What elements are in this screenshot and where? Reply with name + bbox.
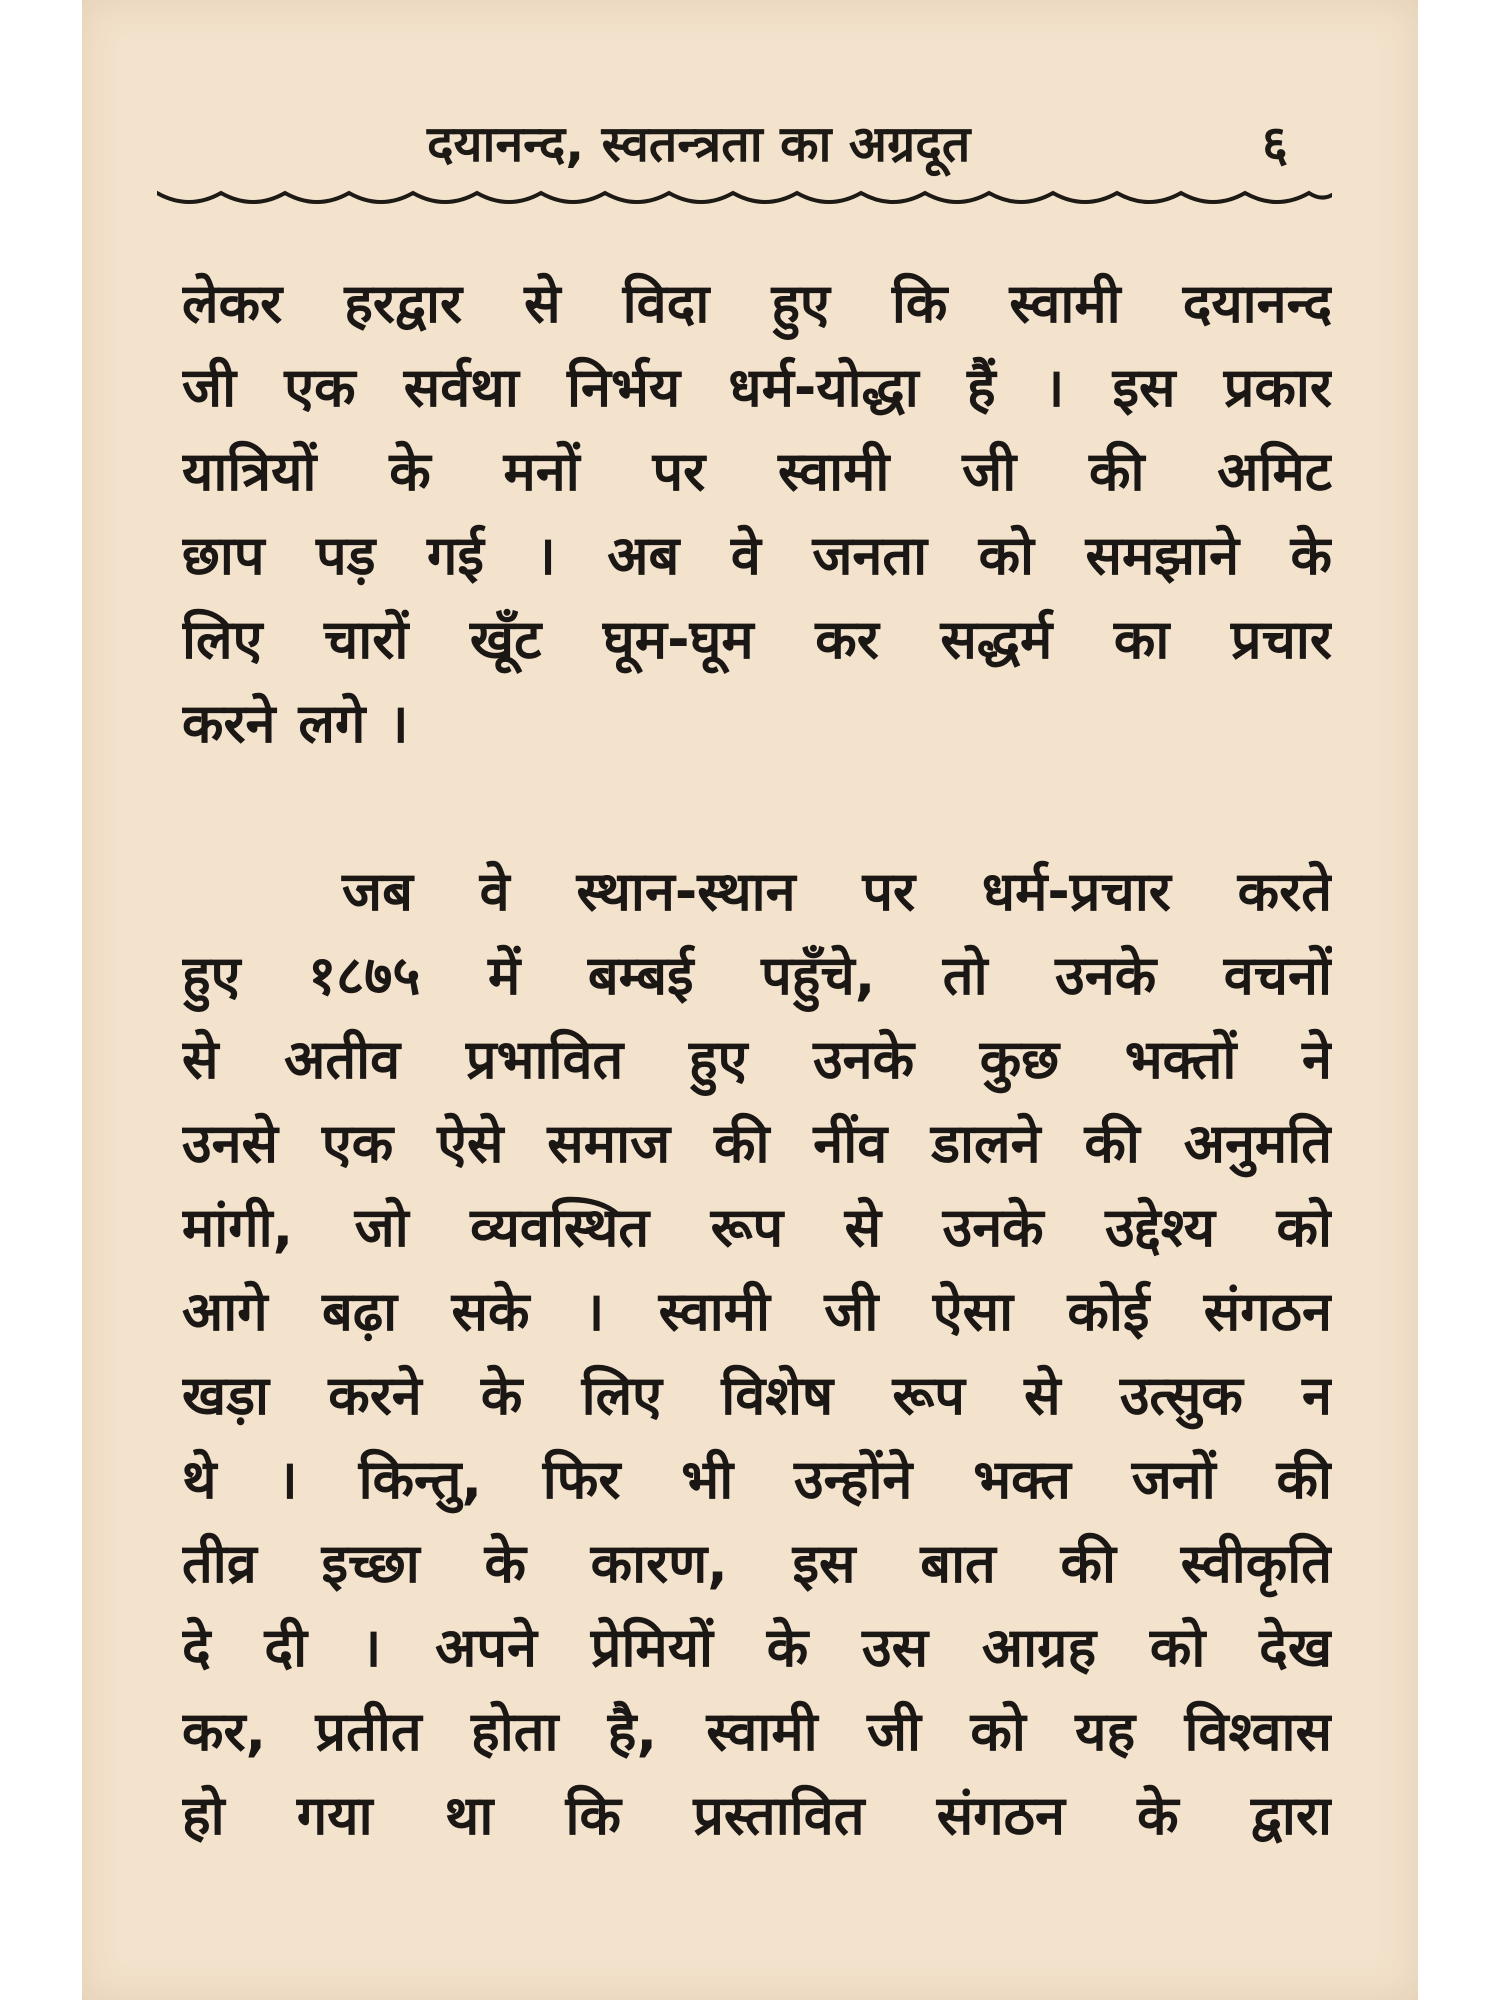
text-line: करने लगे । [182, 692, 409, 755]
page-number: ६ [1262, 115, 1288, 173]
text-line: हो गया था कि प्रस्तावित संगठन के द्वारा [182, 1784, 1332, 1847]
text-line: कर, प्रतीत होता है, स्वामी जी को यह विश्वास [182, 1700, 1332, 1763]
text-line: लेकर हरद्वार से विदा हुए कि स्वामी दयानन्द [182, 272, 1332, 335]
text-line: यात्रियों के मनों पर स्वामी जी की अमिट [182, 440, 1332, 503]
text-line: छाप पड़ गई । अब वे जनता को समझाने के [182, 524, 1332, 587]
text-line: हुए १८७५ में बम्बई पहुँचे, तो उनके वचनों [182, 944, 1332, 1007]
wavy-divider-rule [157, 185, 1332, 215]
text-line: से अतीव प्रभावित हुए उनके कुछ भक्तों ने [182, 1028, 1332, 1091]
text-line: जब वे स्थान-स्थान पर धर्म-प्रचार करते [342, 860, 1332, 923]
paragraph-2 [182, 850, 1332, 1858]
paragraph-gap [182, 766, 1332, 850]
running-title: दयानन्द, स्वतन्त्रता का अग्रदूत [427, 115, 971, 173]
text-line: उनसे एक ऐसे समाज की नींव डालने की अनुमति [182, 1112, 1332, 1175]
text-line: थे । किन्तु, फिर भी उन्होंने भक्त जनों की [182, 1448, 1332, 1511]
text-line: तीव्र इच्छा के कारण, इस बात की स्वीकृति [182, 1532, 1332, 1595]
page-header [82, 100, 1418, 180]
body-text [182, 262, 1332, 1858]
text-line: खड़ा करने के लिए विशेष रूप से उत्सुक न [182, 1364, 1332, 1427]
book-page [82, 0, 1418, 2000]
text-line: मांगी, जो व्यवस्थित रूप से उनके उद्देश्य को [182, 1196, 1332, 1259]
text-line: लिए चारों खूँट घूम-घूम कर सद्धर्म का प्रचार [182, 608, 1332, 671]
text-line: दे दी । अपने प्रेमियों के उस आग्रह को देख [182, 1616, 1332, 1679]
text-line: आगे बढ़ा सके । स्वामी जी ऐसा कोई संगठन [182, 1280, 1332, 1343]
text-line: जी एक सर्वथा निर्भय धर्म-योद्धा हैं । इस प्रकार [182, 356, 1332, 419]
paragraph-1 [182, 262, 1332, 766]
